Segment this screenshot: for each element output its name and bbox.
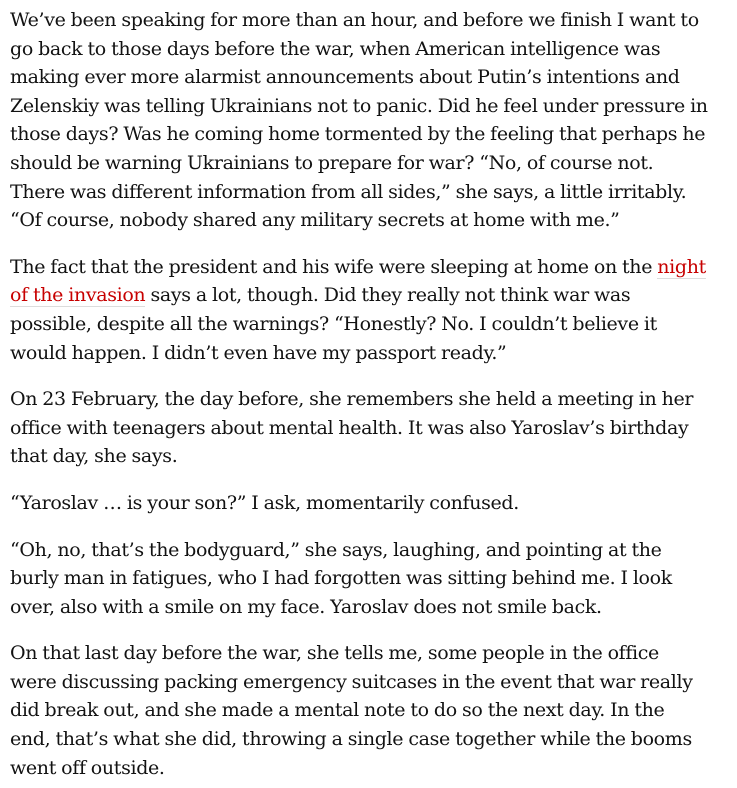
paragraph-2 xyxy=(10,253,709,367)
paragraph-2-text-after: says a lot, though. Did they really not think war was possible, despite all the warnings? “Honestly? No. I couldn’t believe it would happen. I didn’t even have my passport ready.” xyxy=(10,284,657,364)
paragraph-1: We’ve been speaking for more than an hour, and before we finish I want to go back to those days before the war, when American intelligence was making ever more alarmist announcements about Putin’s intentions and Zelenskiy was telling Ukrainians not to panic. Did he feel under pressure in those days? Was he coming home tormented by the feeling that perhaps he should be warning Ukrainians to prepare for war? “No, of course not. There was different information from all sides,” she says, a little irritably. “Of course, nobody shared any military secrets at home with me.” xyxy=(10,9,708,232)
paragraph-2-text-before: The fact that the president and his wife were sleeping at home on the xyxy=(10,255,658,278)
paragraph-4: “Yaroslav … is your son?” I ask, momentarily confused. xyxy=(10,491,519,514)
night-of-the-invasion-link[interactable]: night of the invasion xyxy=(10,255,706,307)
paragraph-5: “Oh, no, that’s the bodyguard,” she says, laughing, and pointing at the burly man in fatigues, who I had forgotten was sitting behind me. I look over, also with a smile on my face. Yaroslav does not smile back. xyxy=(10,538,672,618)
paragraph-6: On that last day before the war, she tells me, some people in the office were discussing packing emergency suitcases in the event that war really did break out, and she made a mental note to do so the next day. In the end, that’s what she did, throwing a single case together while the booms went off outside. xyxy=(10,642,693,779)
paragraph-3: On 23 February, the day before, she remembers she held a meeting in her office with teenagers about mental health. It was also Yaroslav’s birthday that day, she says. xyxy=(10,388,694,468)
